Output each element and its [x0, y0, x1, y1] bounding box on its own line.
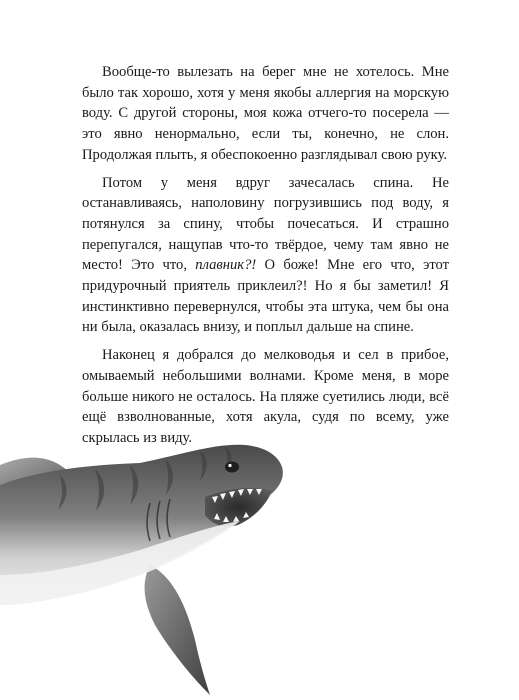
page-body-text: [82, 62, 449, 449]
shark-illustration: [0, 425, 300, 700]
paragraph-2-italic: плавник?!: [195, 257, 257, 274]
paragraph-2: [82, 173, 449, 339]
paragraph-1: [82, 62, 449, 166]
paragraph-3-text: Наконец я добрался до мелководья и сел в прибое, омываемый небольшими волнами. Кроме меня, в море больше никого не осталось. На пляже суетились люди, всё ещё взволнованные, хотя акула, судя по всему, уже скрылась из виду.: [82, 347, 449, 446]
shark-pectoral-fin: [145, 565, 210, 695]
paragraph-2-text-b: О боже! Мне его что, этот придурочный приятель приклеил?! Но я бы заметил! Я инстинктивно перевернулся, чтобы эта штука, чем бы она ни была, оказалась внизу, и поплыл дальше на спине.: [82, 257, 449, 336]
paragraph-2-text-a: Потом у меня вдруг зачесалась спина. Не останавливаясь, наполовину погрузившись под воду, я потянулся за спину, чтобы почесаться. И страшно перепугался, нащупав что-то твёрдое, чему там явно не место! Это что,: [82, 174, 449, 274]
paragraph-1-text: Вообще-то вылезать на берег мне не хотелось. Мне было так хорошо, хотя у меня якобы аллергия на морскую воду. С другой стороны, моя кожа отчего-то посерела — это явно ненормально, если ты, конечно, не слон. Продолжая плыть, я обеспокоенно разглядывал свою руку.: [82, 64, 449, 163]
shark-eye: [225, 462, 239, 473]
